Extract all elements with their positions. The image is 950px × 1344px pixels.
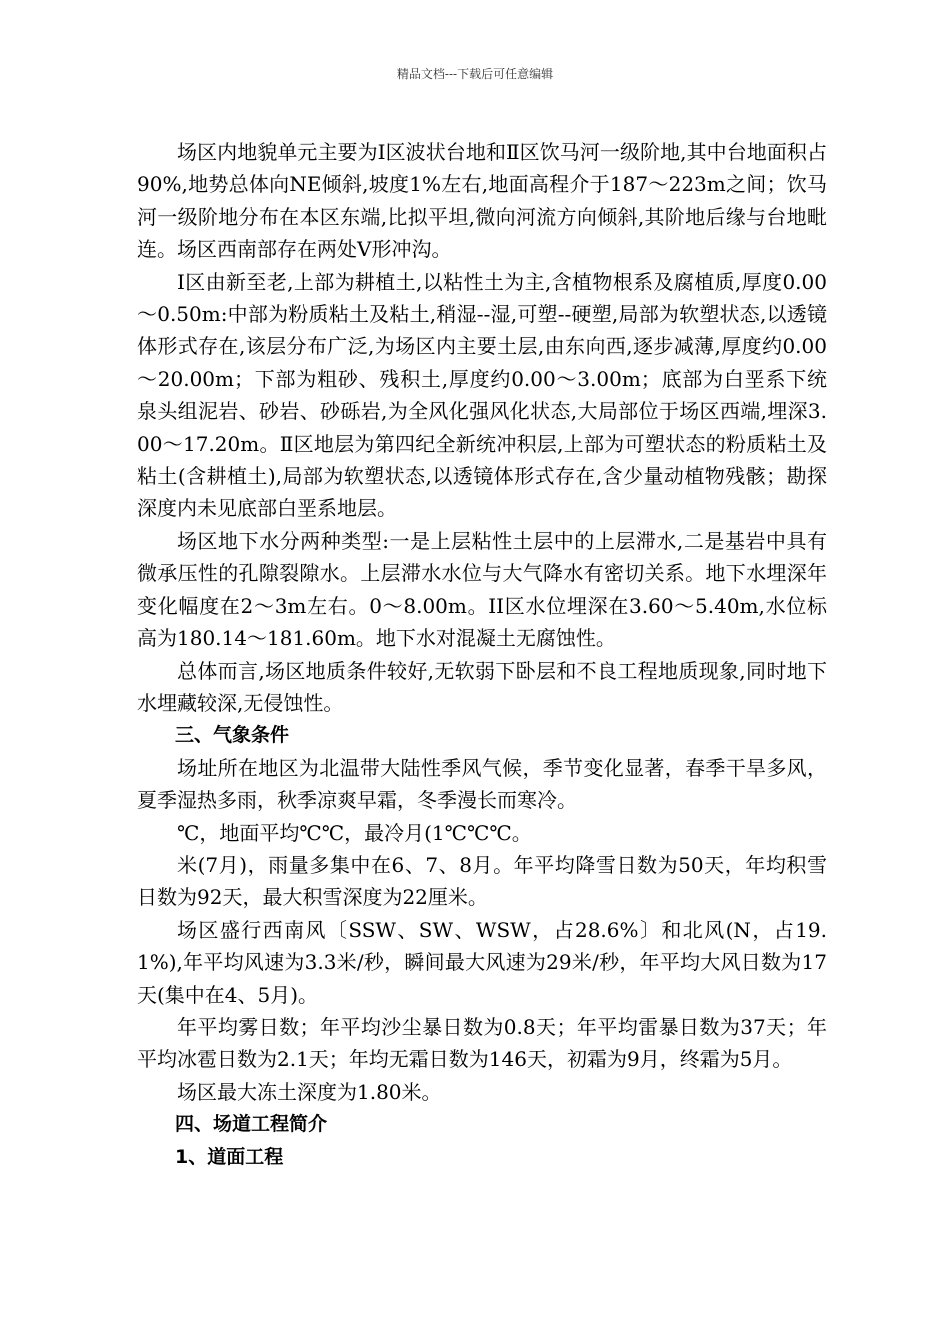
heading-climate: 三、气象条件 bbox=[175, 724, 290, 747]
paragraph-summary: 总体而言,场区地质条件较好,无软弱下卧层和不良工程地质现象,同时地下水埋藏较深,无侵蚀性。 bbox=[137, 658, 827, 715]
heading-runway-works: 四、场道工程简介 bbox=[175, 1113, 328, 1136]
paragraph-wind: 场区盛行西南风〔SSW、SW、WSW，占28.6%〕和北风(N，占19.1%),年平均风速为3.3米/秒，瞬间最大风速为29米/秒，年平均大风日数为17天(集中在4、5月)。 bbox=[137, 917, 827, 1007]
paragraph-frost-depth: 场区最大冻土深度为1.80米。 bbox=[177, 1079, 442, 1104]
page-header: 精品文档---下载后可任意编辑 bbox=[396, 67, 554, 81]
document-body bbox=[137, 136, 827, 1173]
paragraph-groundwater: 场区地下水分两种类型:一是上层粘性土层中的上层滞水,二是基岩中具有微承压性的孔隙裂隙水。上层滞水水位与大气降水有密切关系。地下水埋深年变化幅度在2～3m左右。0～8.00m。II区水位埋深在3.60～5.40m,水位标高为180.14～181.60m。地下水对混凝土无腐蚀性。 bbox=[137, 528, 827, 651]
paragraph-weather-days: 年平均雾日数；年平均沙尘暴日数为0.8天；年平均雷暴日数为37天；年平均冰雹日数为2.1天；年均无霜日数为146天，初霜为9月，终霜为5月。 bbox=[137, 1014, 827, 1072]
paragraph-climate-overview: 场址所在地区为北温带大陆性季风气候，季节变化显著，春季干旱多风，夏季湿热多雨，秋季凉爽早霜，冬季漫长而寒冷。 bbox=[137, 755, 827, 813]
heading-pavement-works: 1、道面工程 bbox=[175, 1145, 284, 1168]
paragraph-temperature: ℃，地面平均℃℃，最冷月(1℃℃℃。 bbox=[177, 820, 532, 845]
paragraph-precipitation: 米(7月)，雨量多集中在6、7、8月。年平均降雪日数为50天，年均积雪日数为92天，最大积雪深度为22厘米。 bbox=[137, 852, 827, 910]
paragraph-landform: 场区内地貌单元主要为Ⅰ区波状台地和Ⅱ区饮马河一级阶地,其中台地面积占90%,地势总体向NE倾斜,坡度1%左右,地面高程介于187～223m之间；饮马河一级阶地分布在本区东端,比拟平坦,微向河流方向倾斜,其阶地后缘与台地毗连。场区西南部存在两处V形冲沟。 bbox=[137, 140, 827, 262]
paragraph-strata: Ⅰ区由新至老,上部为耕植土,以粘性土为主,含植物根系及腐植质,厚度0.00～0.50m:中部为粉质粘土及粘土,稍湿--湿,可塑--硬塑,局部为软塑状态,以透镜体形式存在,该层分布广泛,为场区内主要土层,由东向西,逐步减薄,厚度约0.00～20.00m；下部为粗砂、残积土,厚度约0.00～3.00m；底部为白垩系下统泉头组泥岩、砂岩、砂砾岩,为全风化强风化状态,大局部位于场区西端,埋深3.00～17.20m。Ⅱ区地层为第四纪全新统冲积层,上部为可塑状态的粉质粘土及粘土(含耕植土),局部为软塑状态,以透镜体形式存在,含少量动植物残骸；勘探深度内未见底部白垩系地层。 bbox=[137, 269, 827, 521]
